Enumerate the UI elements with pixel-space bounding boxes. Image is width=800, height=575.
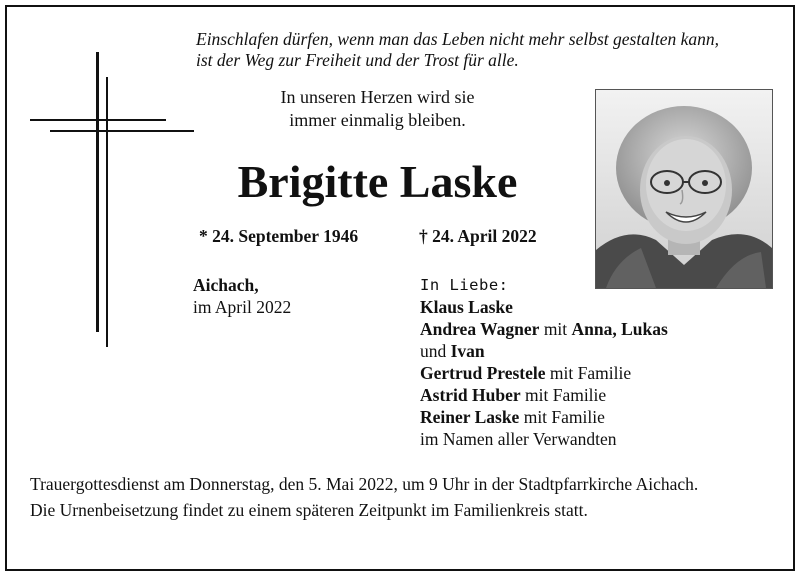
mourner-name: Andrea Wagner — [420, 319, 540, 339]
mourner-line — [420, 362, 668, 384]
memorial-phrase-line-2: immer einmalig bleiben. — [289, 110, 466, 130]
mourner-name: Ivan — [450, 341, 485, 361]
mourners-list — [420, 274, 668, 450]
mourner-relation: mit Familie — [520, 385, 607, 405]
mourner-relation: mit Familie — [519, 407, 605, 427]
mourner-name: Gertrud Prestele — [420, 363, 546, 383]
mourner-line — [420, 428, 668, 450]
mourner-line — [420, 296, 668, 318]
portrait-image — [596, 90, 772, 288]
opening-quote — [196, 29, 719, 71]
mourner-line — [420, 384, 668, 406]
service-info — [30, 473, 780, 525]
deceased-name: Brigitte Laske — [237, 156, 518, 207]
portrait-photo — [595, 89, 773, 289]
mourner-name: Klaus Laske — [420, 297, 513, 317]
mourner-relation: mit — [539, 319, 572, 339]
memorial-phrase-line-1: In unseren Herzen wird sie — [280, 87, 475, 107]
mourner-name: Anna, Lukas — [571, 319, 668, 339]
memorial-phrase — [230, 86, 525, 132]
funeral-mass-text: Trauergottesdienst am Donnerstag, den 5. Mai 2022, um 9 Uhr in der Stadtpfarrkirche Aichach. — [30, 474, 699, 494]
mourner-line — [420, 340, 668, 362]
urn-burial-text: Die Urnenbeisetzung findet zu einem späteren Zeitpunkt im Familienkreis statt. — [30, 500, 588, 520]
mourner-relation: mit Familie — [545, 363, 632, 383]
mourner-line — [420, 406, 668, 428]
quote-line-2: ist der Weg zur Freiheit und der Trost für alle. — [196, 50, 519, 70]
mourners-intro: In Liebe: — [420, 276, 509, 294]
birth-date: * 24. September 1946 — [199, 226, 359, 246]
mourner-name: Astrid Huber — [420, 385, 521, 405]
notice-date: im April 2022 — [193, 297, 292, 317]
mourner-relation: und — [420, 341, 451, 361]
place-and-date — [193, 274, 291, 318]
mourner-line — [420, 318, 668, 340]
city: Aichach, — [193, 275, 259, 295]
quote-line-1: Einschlafen dürfen, wenn man das Leben nicht mehr selbst gestalten kann, — [196, 29, 719, 49]
death-date: † 24. April 2022 — [419, 226, 537, 246]
mourner-name: Reiner Laske — [420, 407, 520, 427]
mourner-relation: im Namen aller Verwandten — [420, 429, 617, 449]
